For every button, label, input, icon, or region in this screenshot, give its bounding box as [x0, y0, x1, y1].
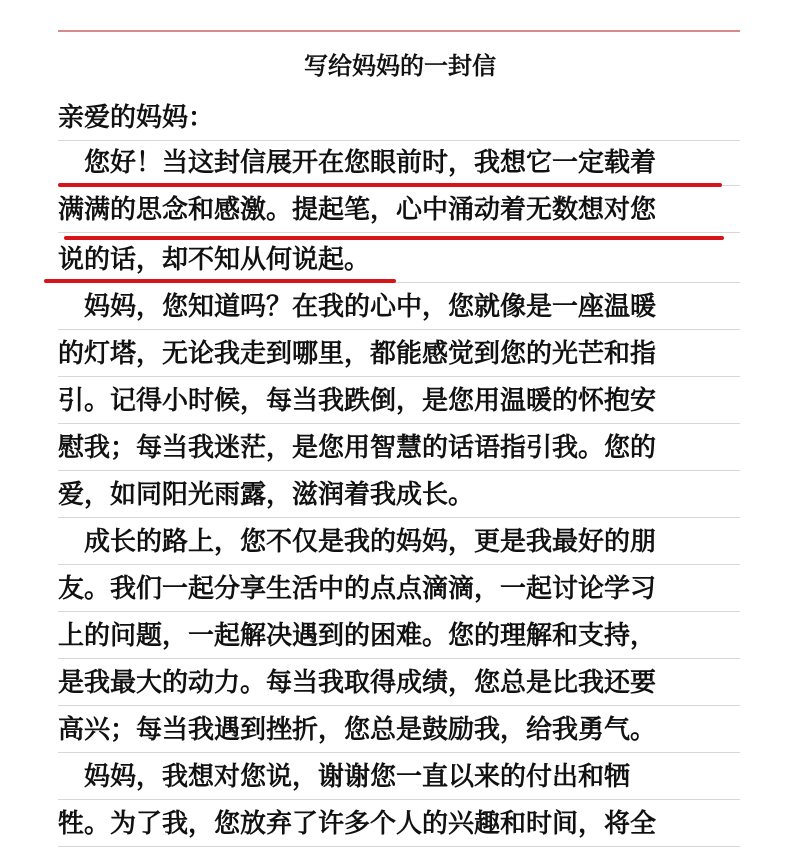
letter-line: 妈妈，我想对您说，谢谢您一直以来的付出和牺 — [58, 762, 631, 792]
letter-line: 友。我们一起分享生活中的点点滴滴，一起讨论学习 — [58, 574, 657, 604]
letter-line: 您好！当这封信展开在您眼前时，我想它一定载着 — [58, 148, 657, 178]
ruled-line — [58, 611, 740, 612]
ruled-line — [58, 329, 740, 330]
top-rule — [58, 30, 740, 32]
ruled-line — [58, 846, 740, 847]
highlight-underline — [58, 183, 722, 187]
letter-line: 说的话，却不知从何说起。 — [58, 245, 371, 275]
highlight-underline — [44, 279, 396, 283]
ruled-line — [58, 232, 740, 233]
ruled-line — [58, 705, 740, 706]
letter-line: 爱，如同阳光雨露，滋润着我成长。 — [58, 480, 475, 510]
ruled-line — [58, 564, 740, 565]
letter-line: 妈妈，您知道吗？在我的心中，您就像是一座温暖 — [58, 292, 657, 322]
ruled-line — [58, 376, 740, 377]
letter-line: 亲爱的妈妈： — [58, 103, 215, 133]
letter-title: 写给妈妈的一封信 — [304, 52, 496, 80]
ruled-line — [58, 140, 740, 141]
ruled-line — [58, 799, 740, 800]
ruled-line — [58, 658, 740, 659]
ruled-line — [58, 470, 740, 471]
letter-line: 成长的路上，您不仅是我的妈妈，更是我最好的朋 — [58, 527, 657, 557]
letter-line: 高兴；每当我遇到挫折，您总是鼓励我，给我勇气。 — [58, 715, 657, 745]
letter-line: 上的问题，一起解决遇到的困难。您的理解和支持， — [58, 621, 657, 651]
highlight-underline — [64, 236, 724, 240]
letter-line: 牲。为了我，您放弃了许多个人的兴趣和时间，将全 — [58, 809, 657, 839]
letter-line: 引。记得小时候，每当我跌倒，是您用温暖的怀抱安 — [58, 386, 657, 416]
ruled-line — [58, 517, 740, 518]
letter-line: 是我最大的动力。每当我取得成绩，您总是比我还要 — [58, 668, 657, 698]
letter-line: 慰我；每当我迷茫，是您用智慧的话语指引我。您的 — [58, 433, 657, 463]
ruled-line — [58, 423, 740, 424]
ruled-line — [58, 752, 740, 753]
letter-line: 的灯塔，无论我走到哪里，都能感觉到您的光芒和指 — [58, 339, 657, 369]
letter-line: 满满的思念和感激。提起笔，心中涌动着无数想对您 — [58, 195, 657, 225]
